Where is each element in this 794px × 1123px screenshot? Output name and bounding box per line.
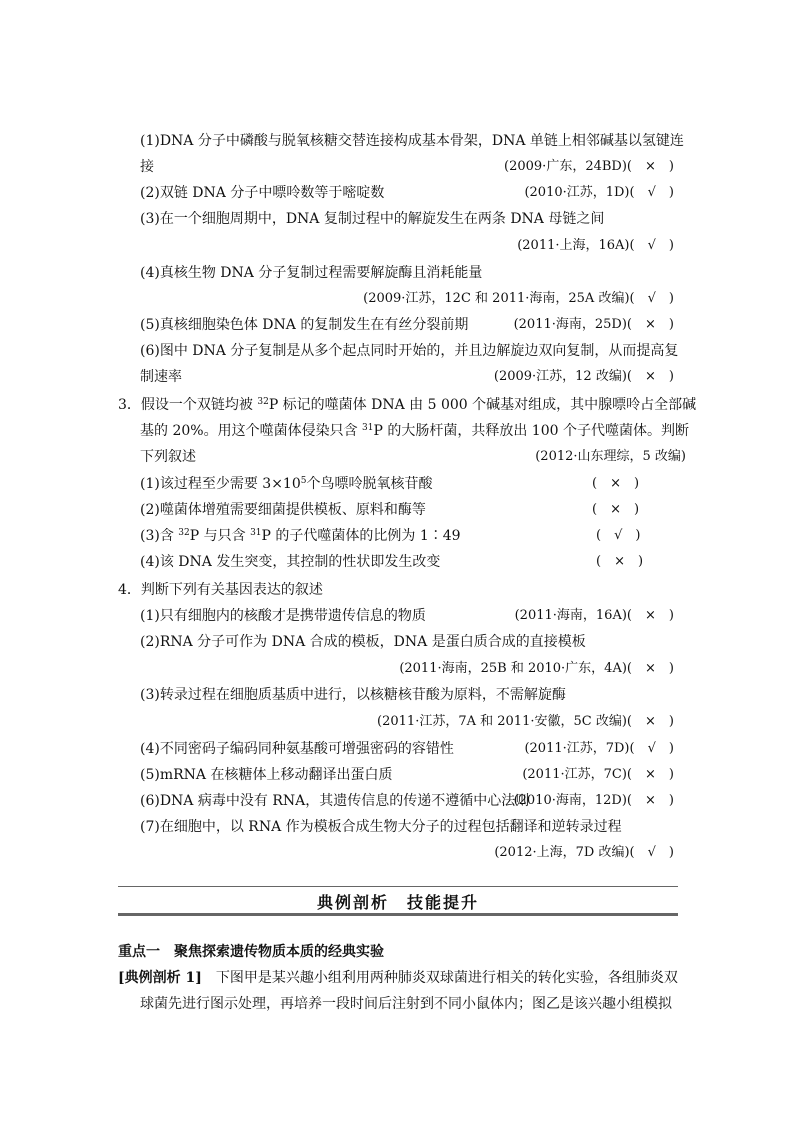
check-mark: √ (647, 238, 656, 253)
q3-item-3-answer: ( √ ) (596, 528, 641, 543)
q4-item-3-source: (2011·江苏，7A 和 2011·安徽，5C 改编)( × ) (377, 714, 674, 729)
q2-item-1-source: (2009·广东，24BD)( × ) (504, 159, 674, 174)
q4-item-5-text: (5)mRNA 在核糖体上移动翻译出蛋白质 (140, 767, 393, 783)
q3-item-4-text: (4)该 DNA 发生突变，其控制的性状即发生改变 (140, 554, 441, 570)
section-title: 典例剖析 技能提升 (316, 893, 479, 912)
q4-item-1-source: (2011·海南，16A)( × ) (514, 608, 674, 623)
q3-item-4-answer: ( × ) (596, 554, 644, 569)
cross-mark: × (645, 661, 656, 676)
focus-heading: 重点一 聚焦探索遗传物质本质的经典实验 (118, 944, 384, 960)
q2-item-1-line1: (1)DNA 分子中磷酸与脱氧核糖交替连接构成基本骨架，DNA 单链上相邻碱基以氢键连 (140, 133, 684, 149)
banner-bottom-rule (118, 913, 678, 916)
section-banner (118, 886, 678, 916)
q2-item-6-source: (2009·江苏，12 改编)( × ) (493, 369, 674, 384)
q2-item-6-line1: (6)图中 DNA 分子复制是从多个起点同时开始的，并且边解旋边双向复制，从而提高复 (140, 343, 679, 359)
q4-item-7-source: (2012·上海，7D 改编)( √ ) (494, 845, 674, 860)
cross-mark: × (645, 369, 656, 384)
banner-top-rule (118, 886, 678, 887)
check-mark: √ (647, 845, 656, 860)
q4-item-2-source: (2011·海南，25B 和 2010·广东，4A)( × ) (399, 661, 674, 676)
q3-stem-line2: 基的 20%。用这个噬菌体侵染只含 $^{31}$P 的大肠杆菌，共释放出 100 个子代噬菌体。判断 (140, 423, 689, 439)
q4-item-7-text: (7)在细胞中，以 RNA 作为模板合成生物大分子的过程包括翻译和逆转录过程 (140, 819, 622, 835)
q3-item-3-text: (3)含 $^{32}$P 与只含 $^{31}$P 的子代噬菌体的比例为 1∶49 (140, 528, 461, 544)
q2-item-4-text: (4)真核生物 DNA 分子复制过程需要解旋酶且消耗能量 (140, 265, 483, 281)
cross-mark: × (645, 793, 656, 808)
q2-item-4-source: (2009·江苏，12C 和 2011·海南，25A 改编)( √ ) (363, 291, 674, 306)
q3-item-2-text: (2)噬菌体增殖需要细菌提供模板、原料和酶等 (140, 502, 426, 518)
q3-item-1-answer: ( × ) (592, 476, 640, 491)
example-line1: [典例剖析 1] 下图甲是某兴趣小组利用两种肺炎双球菌进行相关的转化实验，各组肺炎双 (118, 970, 678, 986)
q4-item-3-text: (3)转录过程在细胞质基质中进行，以核糖核苷酸为原料，不需解旋酶 (140, 687, 566, 703)
check-mark: √ (647, 185, 656, 200)
q2-item-3-text: (3)在一个细胞周期中，DNA 复制过程中的解旋发生在两条 DNA 母链之间 (140, 211, 605, 227)
q4-item-5-source: (2011·江苏，7C)( × ) (522, 767, 674, 782)
q4-heading: 4．判断下列有关基因表达的叙述 (118, 582, 323, 598)
check-mark: √ (614, 528, 623, 543)
check-mark: √ (647, 741, 656, 756)
cross-mark: × (610, 502, 621, 517)
q4-item-4-source: (2011·江苏，7D)( √ ) (524, 741, 674, 756)
q3-item-2-answer: ( × ) (592, 502, 640, 517)
q4-item-2-text: (2)RNA 分子可作为 DNA 合成的模板，DNA 是蛋白质合成的直接模板 (140, 634, 586, 650)
q2-item-2-source: (2010·江苏，1D)( √ ) (524, 185, 674, 200)
q4-item-6-source: (2010·海南，12D)( × ) (513, 793, 674, 808)
q2-item-5-text: (5)真核细胞染色体 DNA 的复制发生在有丝分裂前期 (140, 317, 469, 333)
cross-mark: × (645, 767, 656, 782)
q2-item-6-line2: 制速率 (140, 369, 182, 385)
check-mark: √ (647, 291, 656, 306)
cross-mark: × (645, 608, 656, 623)
cross-mark: × (645, 714, 656, 729)
q4-item-4-text: (4)不同密码子编码同种氨基酸可增强密码的容错性 (140, 741, 454, 757)
q2-item-3-source: (2011·上海，16A)( √ ) (517, 238, 674, 253)
q2-item-1-line2: 接 (140, 159, 154, 175)
q2-item-2-text: (2)双链 DNA 分子中嘌呤数等于嘧啶数 (140, 185, 385, 201)
q3-stem-line1: 3．假设一个双链均被 $^{32}$P 标记的噬菌体 DNA 由 5 000 个碱基对组成，其中腺嘌呤占全部碱 (118, 397, 697, 413)
cross-mark: × (645, 317, 656, 332)
cross-mark: × (645, 159, 656, 174)
q3-item-1-text: (1)该过程至少需要 $3\times 10^5$个鸟嘌呤脱氧核苷酸 (140, 476, 433, 492)
cross-mark: × (614, 554, 625, 569)
example-label: [典例剖析 1] (118, 970, 202, 986)
q2-item-5-source: (2011·海南，25D)( × ) (513, 317, 674, 332)
q3-source: (2012·山东理综，5 改编) (535, 449, 686, 464)
cross-mark: × (610, 476, 621, 491)
q4-item-1-text: (1)只有细胞内的核酸才是携带遗传信息的物质 (140, 608, 426, 624)
q3-stem-line3: 下列叙述 (140, 449, 196, 465)
example-line2: 球菌先进行图示处理，再培养一段时间后注射到不同小鼠体内；图乙是该兴趣小组模拟 (140, 996, 672, 1012)
q4-item-6-text: (6)DNA 病毒中没有 RNA，其遗传信息的传递不遵循中心法则 (140, 793, 530, 809)
